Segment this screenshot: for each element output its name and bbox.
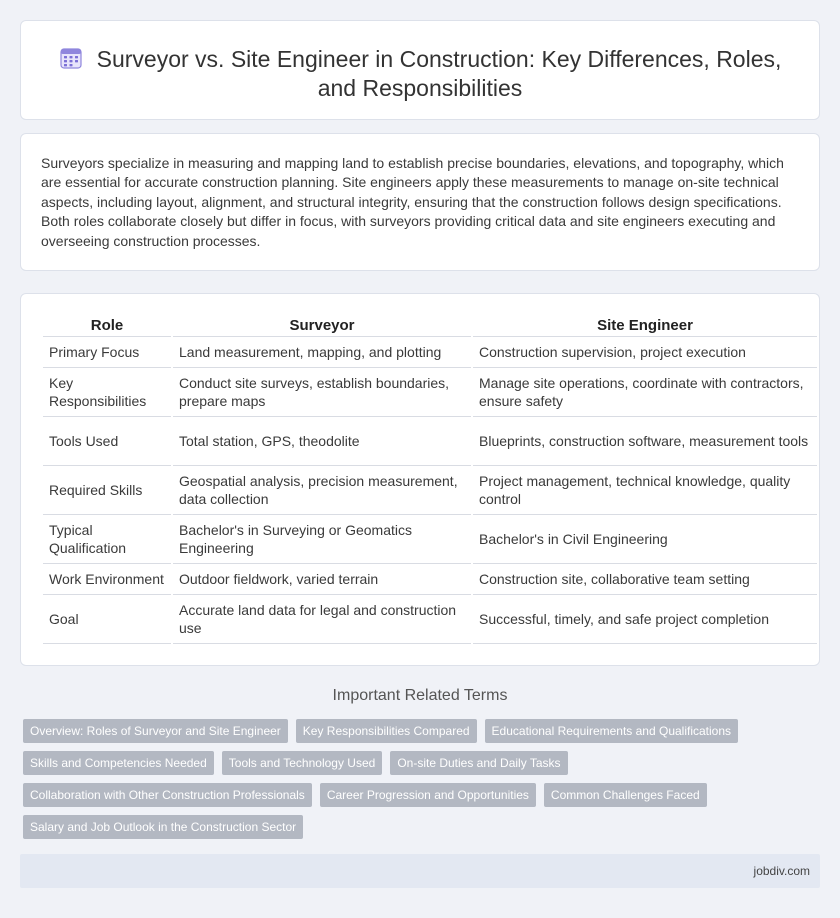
- header-card: [20, 20, 820, 120]
- surveyor-cell: Land measurement, mapping, and plotting: [173, 337, 471, 368]
- surveyor-cell: Total station, GPS, theodolite: [173, 417, 471, 466]
- related-terms: [23, 719, 823, 847]
- site-engineer-cell: Manage site operations, coordinate with contractors, ensure safety: [473, 368, 817, 417]
- site-engineer-cell: Construction supervision, project execution: [473, 337, 817, 368]
- surveyor-cell: Accurate land data for legal and construction use: [173, 595, 471, 644]
- table-row: [43, 337, 817, 368]
- table-row: [43, 417, 817, 466]
- related-term-tag[interactable]: On-site Duties and Daily Tasks: [390, 751, 567, 775]
- row-label: Key Responsibilities: [43, 368, 171, 417]
- row-label: Work Environment: [43, 564, 171, 595]
- header-surveyor: Surveyor: [173, 314, 471, 337]
- related-term-tag[interactable]: Tools and Technology Used: [222, 751, 383, 775]
- related-terms-title: Important Related Terms: [332, 687, 508, 704]
- table-row: [43, 368, 817, 417]
- related-term-tag[interactable]: Common Challenges Faced: [544, 783, 707, 807]
- related-term-tag[interactable]: Key Responsibilities Compared: [296, 719, 477, 743]
- page-title: [21, 45, 819, 103]
- surveyor-cell: Conduct site surveys, establish boundaries, prepare maps: [173, 368, 471, 417]
- surveyor-cell: Outdoor fieldwork, varied terrain: [173, 564, 471, 595]
- related-term-tag[interactable]: Salary and Job Outlook in the Construction Sector: [23, 815, 303, 839]
- related-term-tag[interactable]: Educational Requirements and Qualifications: [485, 719, 738, 743]
- table-row: [43, 564, 817, 595]
- surveyor-cell: Geospatial analysis, precision measurement, data collection: [173, 466, 471, 515]
- site-engineer-cell: Project management, technical knowledge, quality control: [473, 466, 817, 515]
- calendar-grid-icon: [59, 46, 83, 70]
- site-engineer-cell: Bachelor's in Civil Engineering: [473, 515, 817, 564]
- site-engineer-cell: Blueprints, construction software, measurement tools: [473, 417, 817, 466]
- row-label: Tools Used: [43, 417, 171, 466]
- header-role: Role: [43, 314, 171, 337]
- footer-site-link[interactable]: jobdiv.com: [753, 864, 810, 878]
- table-row: [43, 515, 817, 564]
- page-title-text: Surveyor vs. Site Engineer in Construction: Key Differences, Roles, and Responsibilities: [96, 46, 782, 101]
- related-term-tag[interactable]: Collaboration with Other Construction Professionals: [23, 783, 312, 807]
- related-term-tag[interactable]: Skills and Competencies Needed: [23, 751, 214, 775]
- comparison-card: [20, 293, 820, 666]
- row-label: Primary Focus: [43, 337, 171, 368]
- table-row: [43, 466, 817, 515]
- table-header-row: [43, 314, 817, 337]
- related-term-tag[interactable]: Overview: Roles of Surveyor and Site Engineer: [23, 719, 288, 743]
- surveyor-cell: Bachelor's in Surveying or Geomatics Engineering: [173, 515, 471, 564]
- intro-card: [20, 133, 820, 271]
- intro-paragraph: Surveyors specialize in measuring and mapping land to establish precise boundaries, elevations, and topography, which are essential for accurate construction planning. Site engineers apply these measurements to manage on-site technical aspects, including layout, alignment, and structural integrity, ensuring that the construction follows design specifications. Both roles collaborate closely but differ in focus, with surveyors providing critical data and site engineers executing and overseeing construction processes.: [41, 155, 784, 249]
- row-label: Required Skills: [43, 466, 171, 515]
- site-engineer-cell: Construction site, collaborative team setting: [473, 564, 817, 595]
- comparison-table: [41, 314, 819, 644]
- site-engineer-cell: Successful, timely, and safe project completion: [473, 595, 817, 644]
- row-label: Goal: [43, 595, 171, 644]
- related-term-tag[interactable]: Career Progression and Opportunities: [320, 783, 536, 807]
- header-site-engineer: Site Engineer: [473, 314, 817, 337]
- table-row: [43, 595, 817, 644]
- row-label: Typical Qualification: [43, 515, 171, 564]
- footer: [20, 854, 820, 888]
